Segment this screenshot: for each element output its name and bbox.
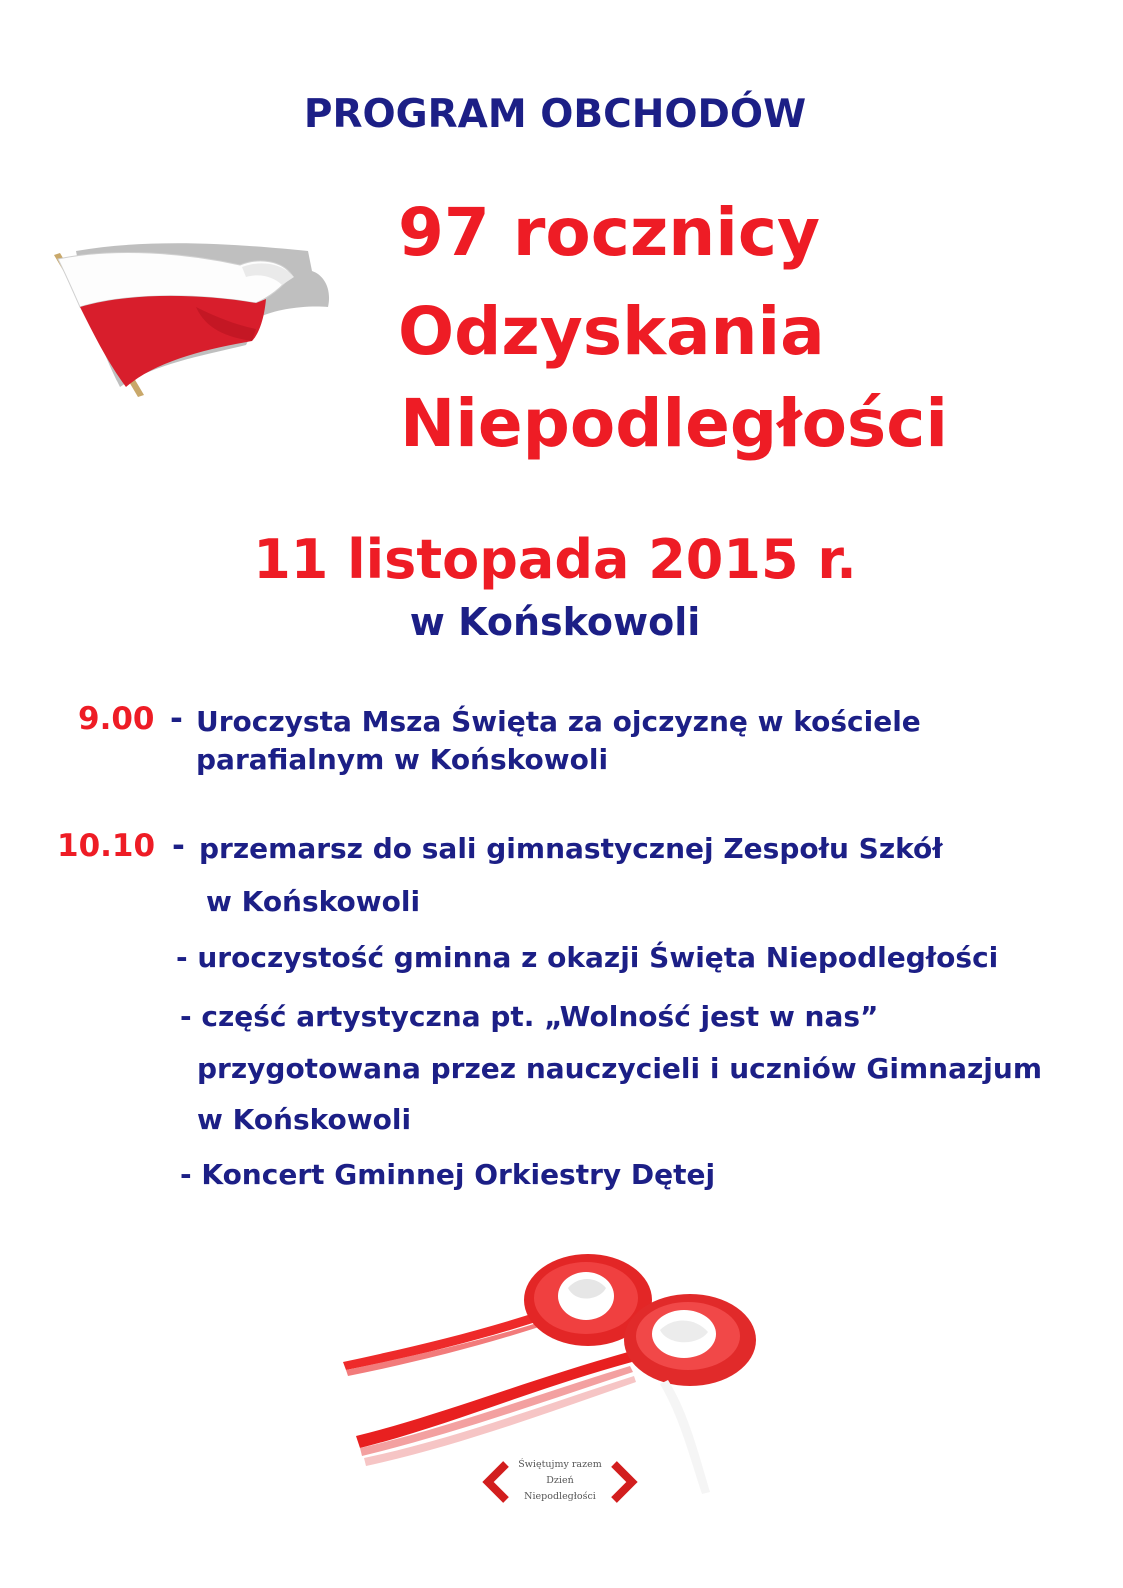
schedule-item-3: - uroczystość gminna z okazji Święta Niepodległości [176,941,999,974]
schedule-item-5: - Koncert Gminnej Orkiestry Dętej [180,1158,716,1191]
schedule-item-4-line-2: przygotowana przez nauczycieli i uczniów Gimnazjum [197,1052,1043,1085]
title-line-2: Odzyskania [398,293,825,370]
schedule-item-2-line-2: w Końskowoli [206,885,421,918]
svg-text:Świętujmy razem: Świętujmy razem [518,1459,602,1470]
schedule-item-2-line-1: przemarsz do sali gimnastycznej Zespołu Szkół [199,832,943,865]
schedule-item-4-line-1: - część artystyczna pt. „Wolność jest w nas” [180,1000,879,1033]
polish-flag-image [46,237,336,402]
schedule-item-1-line-1: Uroczysta Msza Święta za ojczyznę w kościele [196,705,921,738]
svg-text:Niepodległości: Niepodległości [524,1491,596,1502]
program-heading: PROGRAM OBCHODÓW [303,92,807,137]
schedule-item-1-line-2: parafialnym w Końskowoli [196,743,609,776]
title-line-3: Niepodległości [400,385,948,462]
event-date: 11 listopada 2015 r. [253,528,857,591]
dash: - [172,828,185,864]
cockade-ribbons-image [338,1252,758,1522]
title-line-1: 97 rocznicy [398,194,821,271]
svg-text:Dzień: Dzień [546,1475,574,1486]
time-10-10: 10.10 [57,828,156,864]
event-place: w Końskowoli [409,600,701,644]
time-9-00: 9.00 [78,701,155,737]
schedule-item-4-line-3: w Końskowoli [197,1103,412,1136]
dash: - [170,701,183,737]
